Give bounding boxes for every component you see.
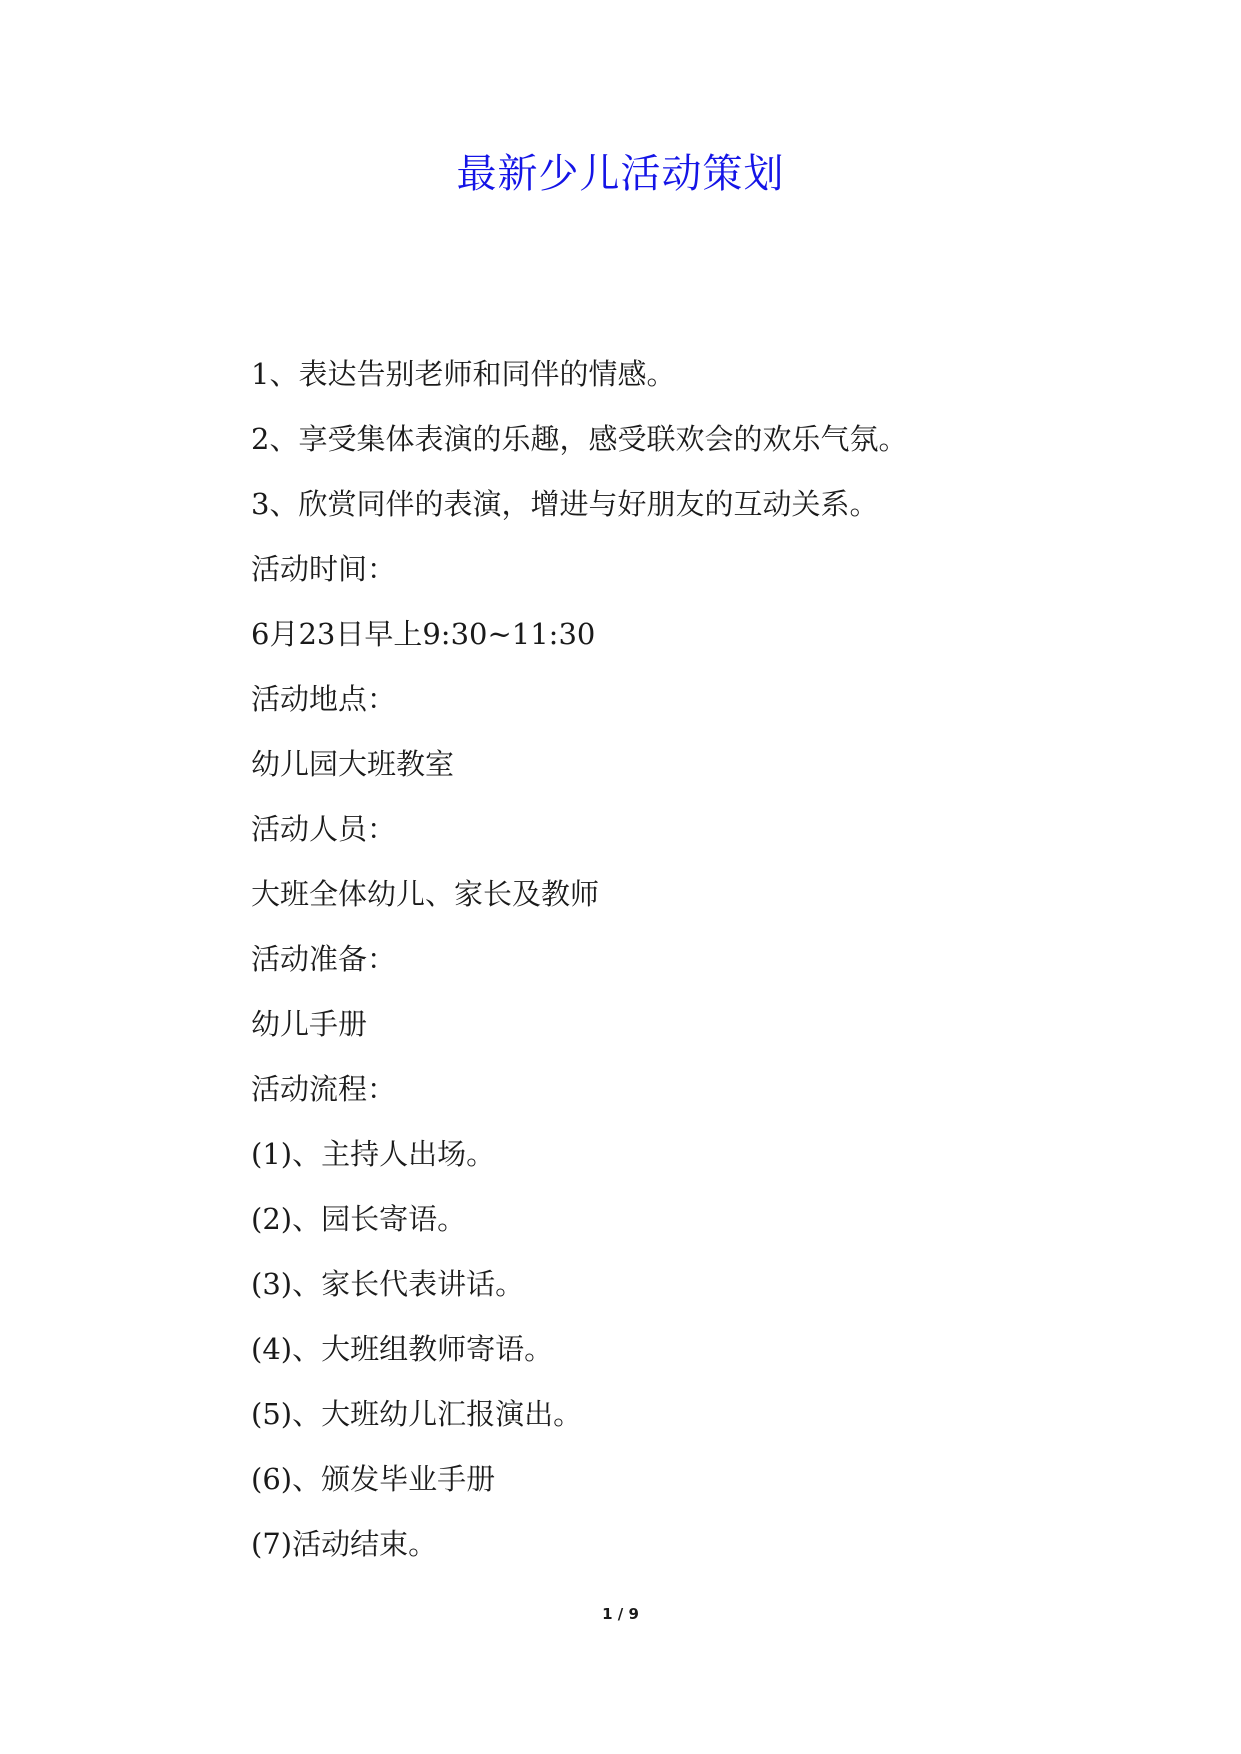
time-heading: 活动时间： [251,552,397,586]
process-step-4: (4)、大班组教师寄语。 [251,1332,554,1366]
participants-value: 大班全体幼儿、家长及教师 [251,877,600,911]
page-number: 1 / 9 [602,1605,639,1623]
process-step-1: (1)、主持人出场。 [251,1137,496,1171]
document-body [251,356,1151,1591]
location-heading: 活动地点： [251,682,397,716]
process-step-5: (5)、大班幼儿汇报演出。 [251,1397,583,1431]
process-step-2: (2)、园长寄语。 [251,1202,467,1236]
objective-line-3: 3、欣赏同伴的表演，增进与好朋友的互动关系。 [251,487,879,521]
preparation-heading: 活动准备： [251,942,397,976]
process-step-3: (3)、家长代表讲话。 [251,1267,525,1301]
process-step-7: (7)活动结束。 [251,1527,438,1561]
participants-heading: 活动人员： [251,812,397,846]
objective-line-2: 2、享受集体表演的乐趣，感受联欢会的欢乐气氛。 [251,422,908,456]
preparation-value: 幼儿手册 [251,1007,368,1041]
document-title: 最新少儿活动策划 [456,151,785,197]
process-step-6: (6)、颁发毕业手册 [251,1462,496,1496]
objective-line-1: 1、表达告别老师和同伴的情感。 [251,357,676,391]
location-value: 幼儿园大班教室 [251,747,455,781]
time-value: 6月23日早上9:30~11:30 [251,617,596,651]
process-heading: 活动流程： [251,1072,397,1106]
